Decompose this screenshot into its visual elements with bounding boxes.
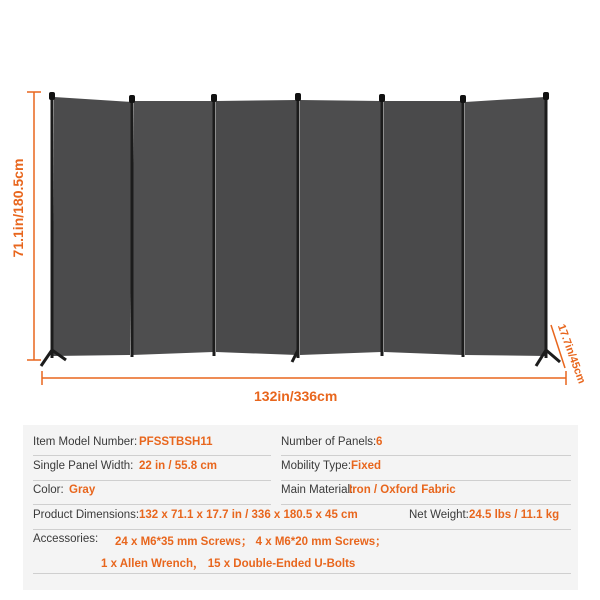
panel-4 xyxy=(300,100,381,355)
divider xyxy=(33,529,571,530)
height-label: 71.1in/180.5cm xyxy=(10,158,26,258)
weight-label: Net Weight: xyxy=(409,509,469,521)
item-model-label: Item Model Number: xyxy=(33,436,138,448)
panel-3 xyxy=(216,100,297,355)
divider xyxy=(33,573,571,574)
divider xyxy=(281,455,571,456)
accessories-line-1: 24 x M6*35 mm Screws； 4 x M6*20 mm Screws； xyxy=(115,536,387,548)
product-dims-value: 132 x 71.1 x 17.7 in / 336 x 180.5 x 45 cm xyxy=(139,509,358,521)
divider xyxy=(281,480,571,481)
panel-2 xyxy=(132,101,213,355)
product-dims-label: Product Dimensions: xyxy=(33,509,140,521)
divider xyxy=(281,504,571,505)
panels-value: 6 xyxy=(376,436,383,448)
divider-panels xyxy=(53,97,547,356)
divider xyxy=(33,504,271,505)
width-label: 132in/336cm xyxy=(254,388,338,404)
divider xyxy=(33,480,271,481)
weight-value: 24.5 lbs / 11.1 kg xyxy=(469,509,560,521)
panel-width-value: 22 in / 55.8 cm xyxy=(139,460,217,472)
panel-6 xyxy=(465,97,547,356)
color-value: Gray xyxy=(69,484,96,496)
panel-1 xyxy=(53,97,132,356)
mobility-value: Fixed xyxy=(351,460,382,472)
depth-label: 17.7in/45cm xyxy=(554,322,588,386)
mobility-label: Mobility Type: xyxy=(281,460,352,472)
panel-width-label: Single Panel Width: xyxy=(33,460,134,472)
divider xyxy=(33,455,271,456)
material-label: Main Material: xyxy=(281,484,354,496)
item-model-value: PFSSTBSH11 xyxy=(139,436,213,448)
accessories-label: Accessories: xyxy=(33,533,99,545)
accessories-line-2: 1 x Allen Wrench， 15 x Double-Ended U-Bolts xyxy=(101,558,356,570)
material-value: Iron / Oxford Fabric xyxy=(349,484,456,496)
color-label: Color: xyxy=(33,484,64,496)
spec-table xyxy=(23,425,578,590)
panel-5 xyxy=(384,101,462,355)
height-dimension-line xyxy=(27,92,41,360)
panels-label: Number of Panels: xyxy=(281,436,377,448)
width-dimension-line xyxy=(42,371,566,385)
